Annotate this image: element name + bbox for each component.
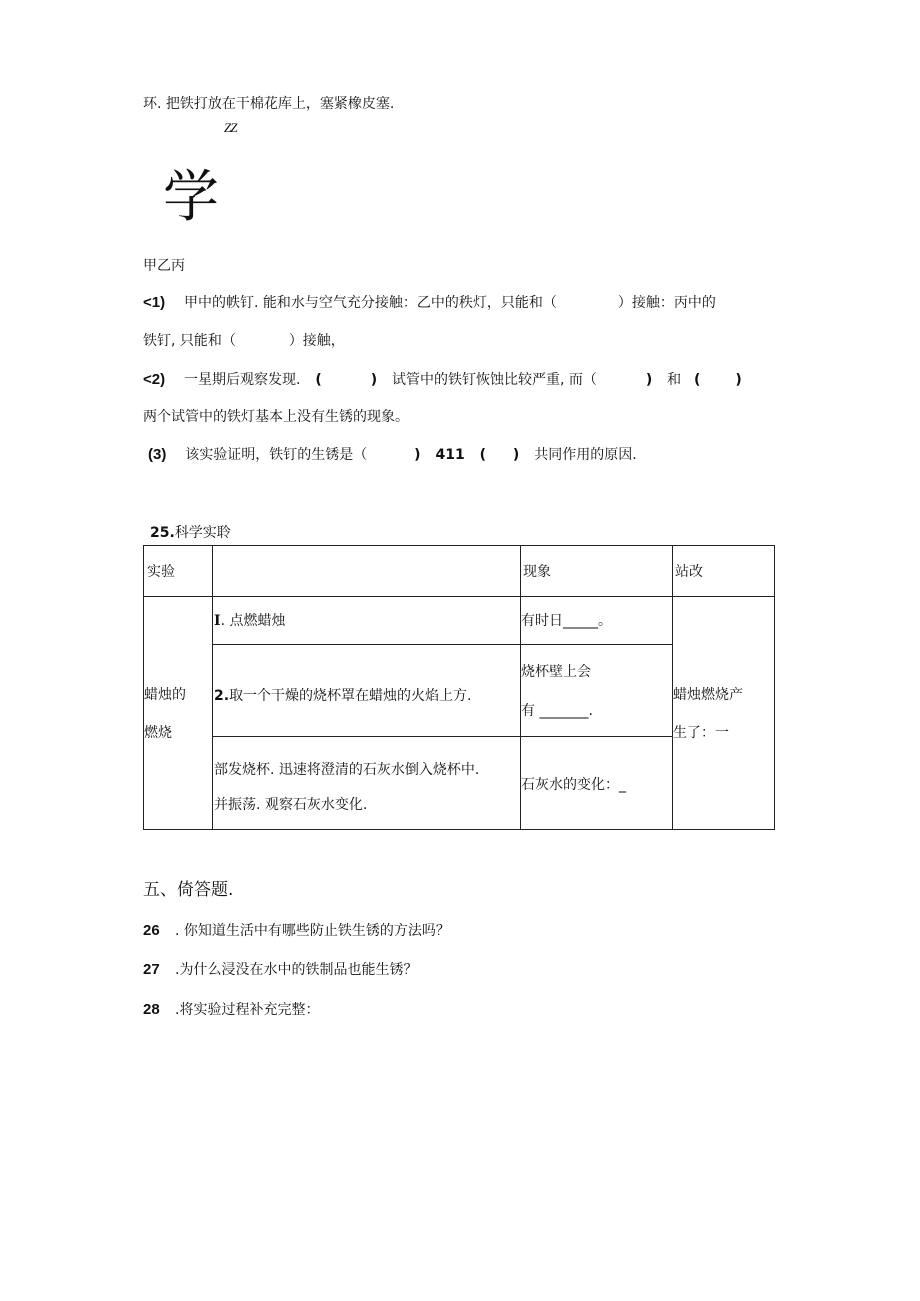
- table-divider: [144, 596, 774, 597]
- question-27: [143, 962, 417, 978]
- question-2-paren-close: ): [370, 372, 378, 388]
- question-2-paren-open: (: [315, 372, 322, 388]
- question-28: [143, 1002, 319, 1018]
- question-1-text-2-end: ）接触，: [288, 333, 345, 349]
- question-1-line-2: [143, 333, 345, 349]
- question-1-text-2: 铁钉, 只能和（: [143, 333, 236, 349]
- conclusion-line-1: 蜡烛燃烧产: [673, 687, 743, 703]
- test-tube-labels: 甲乙丙: [143, 258, 185, 274]
- question-2-paren-close-2: ): [645, 372, 653, 388]
- step-3-line-2: 并振荡. 观察石灰水变化.: [214, 797, 368, 813]
- phenomenon-1: 有时日_____。: [521, 613, 612, 629]
- question-2-line-2: 两个试管中的铁灯基本上没有生锈的现象。: [143, 409, 409, 425]
- question-3-line: [148, 447, 637, 463]
- step-1: [214, 613, 285, 629]
- question-2-and: 和: [667, 372, 682, 388]
- experiment-table: [143, 545, 775, 830]
- question-27-text: .为什么浸没在水中的铁制品也能生锈？: [175, 962, 418, 978]
- step-1-number: I: [214, 613, 221, 629]
- question-1-number: <1): [143, 294, 166, 311]
- question-3-and-marker: 411: [435, 447, 465, 463]
- question-26: [143, 923, 450, 939]
- table-divider: [212, 644, 672, 645]
- table-divider: [212, 736, 672, 737]
- question-26-number: 26: [143, 922, 160, 939]
- question-2-paren2-close: ): [735, 372, 742, 388]
- step-2: [214, 688, 472, 704]
- header-phenomenon: 现象: [523, 564, 551, 580]
- question-2-text-a: 一星期后观察发现.: [184, 372, 301, 388]
- phenomenon-2-line-1: 烧杯壁上会: [521, 664, 591, 680]
- phenomenon-3: 石灰水的变化：_: [521, 777, 626, 793]
- question-27-number: 27: [143, 961, 160, 978]
- step-1-text: . 点燃蜡烛: [220, 613, 286, 629]
- table-caption: [150, 525, 231, 541]
- question-3-text-f: 共同作用的原因.: [534, 447, 637, 463]
- question-2-paren2-open: (: [694, 372, 701, 388]
- question-3-paren-open-2: (: [479, 447, 487, 463]
- question-3-text-a: 该实验证明，铁钉的生锈是（: [185, 447, 368, 463]
- question-3-number: (3): [148, 446, 167, 463]
- section-title: 五、倚答题.: [143, 880, 234, 900]
- conclusion-line-2: 生了：一: [673, 725, 729, 741]
- step-2-number: 2.: [214, 688, 230, 704]
- table-caption-text: 科学实聆: [174, 525, 231, 541]
- table-divider: [212, 546, 213, 829]
- question-1-text: 甲中的帙钉. 能和水与空气充分接触：乙中的秩灯，只能和（: [184, 295, 557, 311]
- experiment-name-2: 燃烧: [144, 725, 172, 741]
- question-28-number: 28: [143, 1001, 160, 1018]
- table-caption-number: 25.: [150, 525, 175, 541]
- intro-line: 环. 把铁打放在干棉花库上，塞紧橡皮塞.: [143, 96, 395, 112]
- header-experiment: 实验: [147, 564, 175, 580]
- question-2-text-c: 试管中的铁钉恢蚀比较严重, 而（: [392, 372, 597, 388]
- step-2-text: 取一个干燥的烧杯罩在蜡烛的火焰上方.: [229, 688, 472, 704]
- header-conclusion: 站改: [675, 564, 703, 580]
- question-26-text: . 你知道生活中有哪些防止铁生锈的方法吗？: [175, 923, 450, 939]
- question-3-paren-close: ): [414, 447, 421, 463]
- zz-mark: ZZ: [224, 120, 237, 135]
- question-3-paren-close-2: ): [512, 447, 520, 463]
- experiment-name-1: 蜡烛的: [144, 687, 186, 703]
- phenomenon-2-line-2: 有 _______.: [521, 703, 593, 719]
- question-28-text: .将实验过程补充完整：: [175, 1002, 320, 1018]
- question-1-text-end: ）接触：丙中的: [617, 295, 716, 311]
- step-3-line-1: 部发烧杯. 迅速将澄清的石灰水倒入烧杯中.: [214, 762, 480, 778]
- question-2-line-1: [143, 372, 742, 388]
- question-2-number: <2): [143, 371, 166, 388]
- large-character: 学: [163, 165, 219, 230]
- question-1-line-1: [143, 295, 716, 311]
